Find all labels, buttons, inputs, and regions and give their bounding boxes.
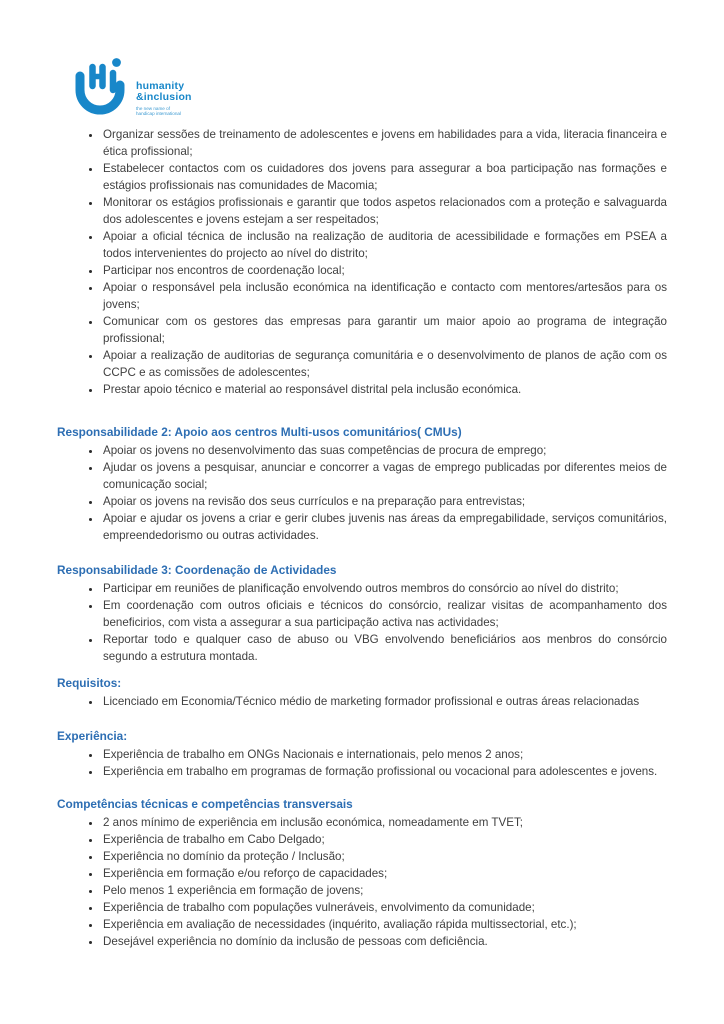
- section-responsabilidade-2: [57, 424, 667, 544]
- section-responsibilities-continued: [57, 126, 667, 398]
- bullet-list: [57, 126, 667, 398]
- section-responsabilidade-3: [57, 562, 667, 665]
- list-item: • Licenciado em Economia/Técnico médio de marketing formador profissional e outras áreas relacionadas: [101, 693, 667, 710]
- list-item: • Estabelecer contactos com os cuidadores dos jovens para assegurar a boa participação nas formações e estágios profissionais nas comunidades de Macomia;: [101, 160, 667, 194]
- section-experiencia: [57, 728, 667, 780]
- bullet-list: [57, 746, 667, 780]
- hi-logo: [71, 56, 667, 118]
- list-item: • Organizar sessões de treinamento de adolescentes e jovens em habilidades para a vida, literacia financeira e ética profissional;: [101, 126, 667, 160]
- list-item: • Experiência em trabalho em programas de formação profissional ou vocacional para adolescentes e jovens.: [101, 763, 667, 780]
- list-item: • Experiência de trabalho em ONGs Nacionais e internationais, pelo menos 2 anos;: [101, 746, 667, 763]
- section-heading: Responsabilidade 2: Apoio aos centros Multi-usos comunitários( CMUs): [57, 425, 462, 439]
- list-item: • Pelo menos 1 experiência em formação de jovens;: [101, 882, 667, 899]
- section-heading: Requisitos:: [57, 676, 122, 690]
- list-item: • Experiência em avaliação de necessidades (inquérito, avaliação rápida multissectorial, etc.);: [101, 916, 667, 933]
- section-heading: Experiência:: [57, 729, 128, 743]
- logo-brand-line2: &inclusion: [136, 90, 192, 103]
- bullet-list: [57, 814, 667, 950]
- list-item: • Apoiar os jovens na revisão dos seus currículos e na preparação para entrevistas;: [101, 493, 667, 510]
- list-item: • Participar nos encontros de coordenação local;: [101, 262, 667, 279]
- list-item: • Apoiar a oficial técnica de inclusão na realização de auditoria de acessibilidade e formações em PSEA a todos intervenientes do projecto ao nível do distrito;: [101, 228, 667, 262]
- list-item: • Experiência em formação e/ou reforço de capacidades;: [101, 865, 667, 882]
- hi-logo-text: [136, 81, 192, 118]
- list-item: • Apoiar e ajudar os jovens a criar e gerir clubes juvenis nas áreas da empregabilidade, serviços comunitários, empreendedorismo ou outras actividades.: [101, 510, 667, 544]
- list-item: • Apoiar o responsável pela inclusão económica na identificação e contacto com mentores/artesãos para os jovens;: [101, 279, 667, 313]
- list-item: • Em coordenação com outros oficiais e técnicos do consórcio, realizar visitas de acompanhamento dos beneficirios, com vista a assegurar a sua participação activa nas actividades;: [101, 597, 667, 631]
- logo-tagline-line2: handicap international: [136, 110, 181, 116]
- bullet-list: [57, 580, 667, 665]
- section-heading: Competências técnicas e competências transversais: [57, 797, 353, 811]
- list-item: • 2 anos mínimo de experiência em inclusão económica, nomeadamente em TVET;: [101, 814, 667, 831]
- list-item: • Reportar todo e qualquer caso de abuso ou VBG envolvendo beneficiários aos menbros do consórcio segundo a estrutura montada.: [101, 631, 667, 665]
- list-item: • Experiência de trabalho com populações vulneráveis, envolvimento da comunidade;: [101, 899, 667, 916]
- list-item: • Apoiar os jovens no desenvolvimento das suas competências de procura de emprego;: [101, 442, 667, 459]
- hi-hand-logo-icon: [71, 56, 129, 118]
- list-item: • Prestar apoio técnico e material ao responsável distrital pela inclusão económica.: [101, 381, 667, 398]
- list-item: • Ajudar os jovens a pesquisar, anunciar e concorrer a vagas de emprego publicadas por diferentes meios de comunicação social;: [101, 459, 667, 493]
- list-item: • Experiência de trabalho em Cabo Delgado;: [101, 831, 667, 848]
- logo-brand-line1: humanity: [136, 79, 185, 92]
- list-item: • Apoiar a realização de auditorias de segurança comunitária e o desenvolvimento de planos de ação com os CCPC e as comissões de adolescentes;: [101, 347, 667, 381]
- list-item: • Participar em reuniões de planificação envolvendo outros membros do consórcio ao nível do distrito;: [101, 580, 667, 597]
- list-item: • Desejável experiência no domínio da inclusão de pessoas com deficiência.: [101, 933, 667, 950]
- list-item: • Experiência no domínio da proteção / Inclusão;: [101, 848, 667, 865]
- list-item: • Comunicar com os gestores das empresas para garantir um maior apoio ao programa de integração profissional;: [101, 313, 667, 347]
- bullet-list: [57, 693, 667, 710]
- section-requisitos: [57, 675, 667, 710]
- logo-tagline-line1: the new name of: [136, 105, 170, 111]
- list-item: • Monitorar os estágios profissionais e garantir que todos aspetos relacionados com a proteção e salvaguarda dos adolescentes e jovens estejam a ser respeitados;: [101, 194, 667, 228]
- section-competencias: [57, 796, 667, 950]
- bullet-list: [57, 442, 667, 544]
- section-heading: Responsabilidade 3: Coordenação de Actividades: [57, 563, 337, 577]
